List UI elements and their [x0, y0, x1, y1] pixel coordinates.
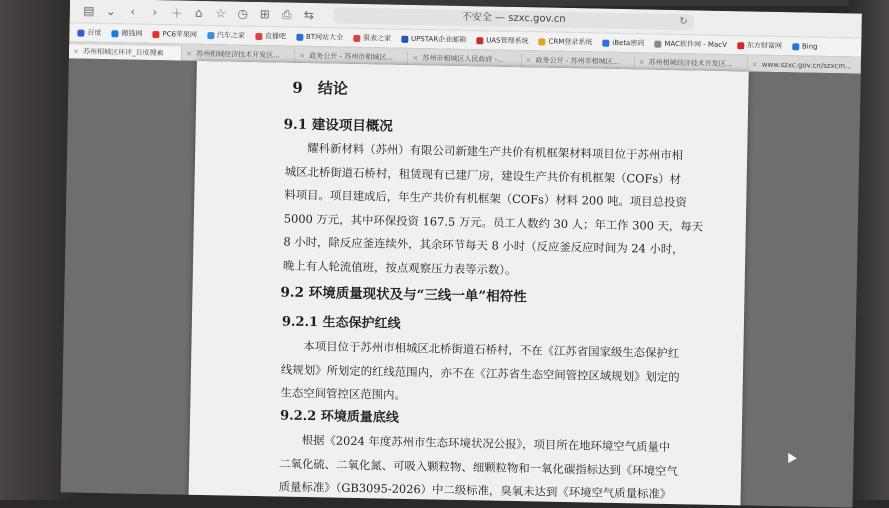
text-line: 城区北桥街道石桥村，租赁现有已建厂房，建设生产共价有机框架（COFs）材 [284, 164, 682, 186]
text-line: 二氧化硫、二氧化氮、可吸入颗粒物、细颗粒物和一氧化碳指标达到《环境空气 [279, 455, 678, 478]
tab-close-icon[interactable]: × [751, 60, 758, 69]
bookmark-favicon-icon [401, 35, 408, 42]
sidebar-icon[interactable]: ▤ [83, 3, 95, 18]
home-icon[interactable]: ⌂ [194, 5, 203, 20]
text-line: 本项目位于苏州市相城区北桥街道石桥村，不在《江苏省国家级生态保护红 [303, 338, 680, 361]
bookmark-label: iBeta密码 [612, 38, 645, 48]
tab-label: 政务公开 - 苏州市相城区... [535, 56, 620, 66]
text-line: 质量标准》（GB3095-2026）中二级标准，臭氧未达到《环境空气质量标准》 [278, 479, 672, 502]
bookmark-label: Bing [801, 42, 818, 51]
tab-label: 苏州市相城区人民政府 -... [422, 54, 504, 64]
star-icon[interactable]: ☆ [215, 6, 227, 21]
tab-label: www.szxc.gov.cn/szxcm... [761, 60, 852, 71]
bookmark-label: 百度 [87, 28, 102, 38]
bookmark-favicon-icon [737, 42, 744, 49]
bookmark-item[interactable] [602, 38, 644, 49]
section-heading-9-1: 9.1 建设项目概况 [283, 116, 394, 135]
text-line: 耀科新材料（苏州）有限公司新建生产共价有机框架材料项目位于苏州市相 [307, 140, 684, 163]
paragraph-9-1 [282, 137, 704, 285]
section-heading-9-2-1: 9.2.1 生态保护红线 [281, 314, 401, 332]
bookmark-item[interactable] [207, 30, 245, 41]
section-heading-9-2: 9.2 环境质量现状及与“三线一单”相符性 [280, 284, 527, 306]
bookmark-favicon-icon [353, 34, 360, 41]
paragraph-9-2-2 [278, 429, 678, 507]
text-line: 生态空间管控区范围内。 [280, 385, 406, 402]
bookmark-favicon-icon [792, 43, 799, 50]
bookmark-label: BT网站大全 [305, 32, 344, 42]
bookmark-favicon-icon [602, 39, 609, 46]
text-line: 根据《2024 年度苏州市生态环境状况公报》，项目所在地环境空气质量中 [301, 432, 671, 455]
text-line: 线规划》所划定的红线范围内，亦不在《江苏省生态空间管控区域规划》划定的 [280, 362, 680, 384]
bookmark-label: 东方财富网 [746, 41, 782, 51]
bookmark-label: UAS管理系统 [486, 36, 529, 46]
bookmark-favicon-icon [207, 32, 214, 39]
grid-icon[interactable]: ⊞ [259, 7, 270, 22]
section-heading-9-2-2: 9.2.2 环境质量底线 [279, 408, 399, 426]
history-icon[interactable]: ◷ [237, 6, 249, 21]
tab-close-icon[interactable]: × [186, 49, 193, 58]
bookmark-item[interactable] [476, 35, 529, 46]
bookmark-label: PC6苹果网 [162, 30, 198, 39]
bookmark-item[interactable] [401, 34, 466, 45]
bookmark-item[interactable] [538, 36, 592, 47]
new-tab-icon[interactable]: ＋ [170, 5, 183, 21]
text-line: 晚上有人轮流值班，按点观察压力表等示数）。 [282, 258, 517, 277]
reload-icon[interactable]: ↻ [679, 16, 688, 28]
bookmark-item[interactable] [296, 32, 343, 43]
tab-close-icon[interactable]: × [412, 53, 419, 63]
bookmark-item[interactable] [152, 29, 197, 40]
back-icon[interactable]: ‹ [130, 4, 136, 19]
bookmark-item[interactable] [654, 39, 727, 50]
bookmark-favicon-icon [152, 30, 159, 37]
bookmark-favicon-icon [255, 32, 262, 39]
text-line: 8 小时，除反应釜连续外，其余环节每天 8 小时（反应釜反应时间为 24 小时， [283, 234, 684, 257]
chevron-down-icon[interactable]: ⌄ [105, 4, 116, 19]
browser-window [61, 0, 862, 508]
translate-icon[interactable]: ⇆ [303, 7, 314, 23]
address-bar[interactable] [334, 7, 694, 30]
text-line: 5000 万元，其中环保投资 167.5 万元。员工人数约 30 人；年工作 300 天，每天 [283, 211, 704, 234]
tab-close-icon[interactable]: × [72, 47, 80, 56]
bookmark-label: 搬钱网 [121, 29, 143, 38]
bookmark-favicon-icon [77, 29, 84, 36]
bookmark-favicon-icon [111, 30, 118, 37]
chapter-title: 9 结论 [292, 78, 348, 98]
bookmark-item[interactable] [111, 28, 142, 39]
bookmark-label: UPSTAR企业邮箱 [410, 34, 467, 45]
tab-close-icon[interactable]: × [638, 58, 645, 67]
tab-close-icon[interactable]: × [299, 51, 306, 60]
paragraph-9-2-1 [280, 335, 680, 413]
address-text: 不安全 — szxc.gov.cn [461, 11, 566, 25]
bookmark-label: CRM登录系统 [548, 37, 593, 47]
print-icon[interactable]: ⎙ [281, 6, 292, 22]
mouse-cursor [784, 450, 797, 463]
bookmark-label: 直播吧 [264, 32, 287, 41]
tab-label: 苏州相城经济技术开发区... [196, 49, 280, 60]
bookmark-label: 汽车之家 [216, 31, 246, 40]
page-viewport[interactable] [61, 58, 861, 507]
bookmark-item[interactable] [792, 42, 818, 50]
bookmark-item[interactable] [77, 28, 101, 38]
bookmark-item[interactable] [737, 40, 782, 51]
forward-icon[interactable]: › [152, 4, 158, 20]
bookmark-item[interactable] [353, 33, 391, 44]
tab-close-icon[interactable]: × [525, 56, 532, 65]
tab-label: 政务公开 - 苏州市相城区... [309, 52, 394, 62]
bookmark-item[interactable] [255, 31, 286, 42]
bookmark-favicon-icon [654, 40, 661, 47]
bookmark-label: MAC软件网 - MacV [664, 39, 728, 50]
text-line: 料项目。项目建成后，年生产共价有机框架（COFs）材料 200 吨。项目总投资 [284, 187, 687, 210]
bookmark-favicon-icon [296, 33, 303, 40]
tab-label: 苏州相城经济技术开发区... [648, 58, 733, 69]
bookmark-label: 狠表之家 [362, 34, 392, 43]
bookmark-favicon-icon [538, 38, 545, 45]
tab-label: 苏州相城区环评_百度搜索 [82, 47, 164, 58]
bookmark-favicon-icon [476, 37, 483, 44]
